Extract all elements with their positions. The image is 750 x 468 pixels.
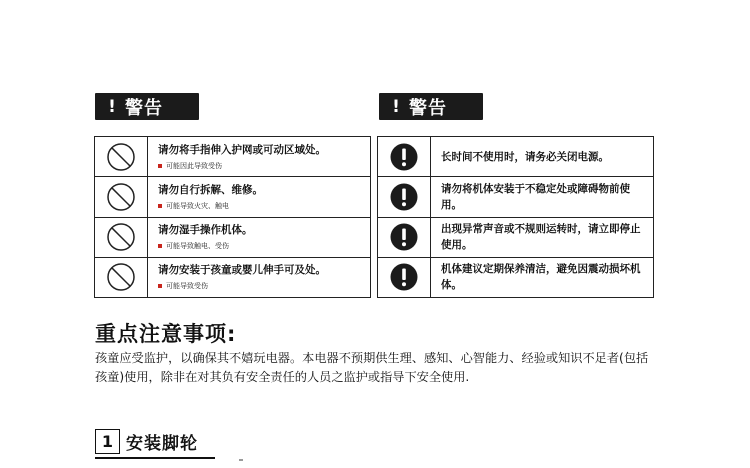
square-bullet-icon — [158, 284, 162, 288]
exclamation-icon: ! — [108, 96, 116, 117]
warning-subnote — [158, 201, 364, 211]
prohibition-circle-icon — [106, 142, 136, 172]
important-notes-title: 重点注意事项: — [95, 322, 237, 346]
warning-tab-right — [379, 93, 483, 120]
caution-table — [377, 136, 654, 298]
table-row — [95, 217, 370, 257]
row-text — [431, 258, 653, 297]
exclamation-disc-icon — [389, 182, 419, 212]
warning-text: 出现异常声音或不规则运转时，请立即停止使用。 — [441, 223, 641, 252]
exclamation-disc-icon — [389, 142, 419, 172]
table-row — [378, 257, 653, 297]
warning-text: 请勿将手指伸入护网或可动区域处。 — [158, 143, 326, 156]
warning-text: 长时间不使用时，请务必关闭电源。 — [441, 150, 609, 163]
row-text — [148, 137, 370, 176]
warning-subnote — [158, 241, 364, 251]
square-bullet-icon — [158, 164, 162, 168]
step-title: 安装脚轮 — [126, 433, 198, 454]
row-text — [431, 218, 653, 257]
table-row — [95, 137, 370, 176]
warning-text: 请勿自行拆解、维修。 — [158, 183, 263, 196]
table-row — [378, 137, 653, 176]
warning-tab-left — [95, 93, 199, 120]
warning-label: 警告 — [409, 97, 447, 119]
subnote-text: 可能因此导致受伤 — [166, 161, 222, 170]
icon-cell — [95, 137, 148, 176]
square-bullet-icon — [158, 244, 162, 248]
icon-cell — [378, 177, 431, 216]
warning-text: 请勿将机体安装于不稳定处或障碍物前使用。 — [441, 182, 630, 211]
square-bullet-icon — [158, 204, 162, 208]
important-notes-paragraph: 孩童应受监护，以确保其不嬉玩电器。本电器不预期供生理、感知、心智能力、经验或知识不足者(包括孩童)使用，除非在对其负有安全责任的人员之监护或指导下安全使用. — [95, 351, 649, 384]
warning-subnote — [158, 281, 364, 291]
row-text — [148, 258, 370, 297]
row-text — [431, 177, 653, 216]
scan-speck — [239, 459, 243, 461]
warning-text: 请勿安装于孩童或婴儿伸手可及处。 — [158, 264, 326, 277]
exclamation-disc-icon — [389, 222, 419, 252]
row-text — [148, 218, 370, 257]
icon-cell — [95, 258, 148, 297]
warning-label: 警告 — [125, 97, 163, 119]
subnote-text: 可能导致火灾、触电 — [166, 201, 229, 210]
step-header — [95, 428, 198, 454]
step-underline — [95, 457, 215, 459]
exclamation-disc-icon — [389, 262, 419, 292]
icon-cell — [378, 258, 431, 297]
row-text — [431, 137, 653, 176]
table-row — [95, 257, 370, 297]
icon-cell — [378, 218, 431, 257]
icon-cell — [95, 177, 148, 216]
step-number-box: 1 — [95, 429, 120, 454]
icon-cell — [378, 137, 431, 176]
warning-text: 机体建议定期保养清洁，避免因震动损坏机体。 — [441, 263, 641, 292]
prohibition-circle-icon — [106, 262, 136, 292]
warning-text: 请勿湿手操作机体。 — [158, 224, 253, 237]
icon-cell — [95, 218, 148, 257]
prohibition-circle-icon — [106, 182, 136, 212]
table-row — [378, 217, 653, 257]
subnote-text: 可能导致受伤 — [166, 282, 208, 291]
subnote-text: 可能导致触电、受伤 — [166, 242, 229, 251]
table-row — [378, 176, 653, 216]
row-text — [148, 177, 370, 216]
table-row — [95, 176, 370, 216]
prohibition-table — [94, 136, 371, 298]
warning-subnote — [158, 161, 364, 171]
prohibition-circle-icon — [106, 222, 136, 252]
exclamation-icon: ! — [392, 96, 400, 117]
